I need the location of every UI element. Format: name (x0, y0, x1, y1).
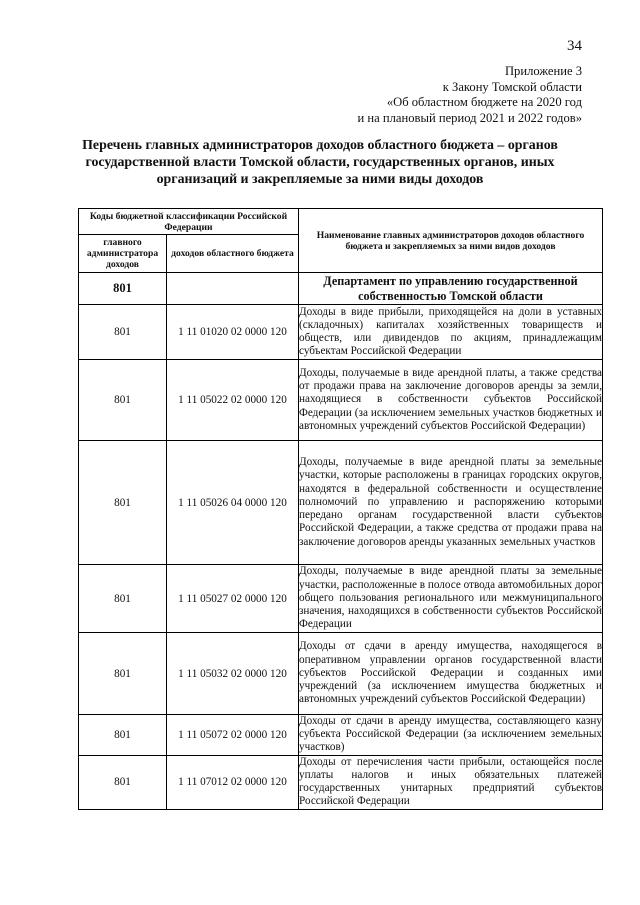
title-line: Перечень главных администраторов доходов областного бюджета – органов (82, 138, 558, 153)
revenue-description-cell: Доходы от сдачи в аренду имущества, находящегося в оперативном управлении органов государственной власти субъектов Российской Федерации и созданных ими учреждений (за исключением имущества бюджетных и автономных учреждений субъектов Российской Федерации) (299, 633, 603, 715)
page-number: 34 (567, 38, 582, 54)
empty-cell (167, 273, 299, 305)
header-budget-codes: Коды бюджетной классификации Российской Федерации (79, 209, 299, 235)
appendix-line: к Закону Томской области (442, 79, 582, 94)
appendix-line: Приложение 3 (504, 64, 582, 78)
header-regional-revenue: доходов областного бюджета (167, 235, 299, 273)
admin-code-cell: 801 (79, 441, 167, 565)
department-name: Департамент по управлению государственной собственностью Томской области (299, 273, 603, 305)
revenue-code-cell: 1 11 05026 04 0000 120 (167, 441, 299, 565)
revenue-description-cell: Доходы в виде прибыли, приходящейся на доли в уставных (складочных) капиталах хозяйственных товариществ и обществ, или дивидендов по акциям, принадлежащим субъектам Российской Федерации (299, 305, 603, 360)
table-row (79, 633, 603, 715)
title-line: государственной власти Томской области, государственных органов, иных (85, 155, 555, 170)
admin-code-cell: 801 (79, 633, 167, 715)
admin-code-cell: 801 (79, 565, 167, 633)
table-row (79, 755, 603, 809)
table-row (79, 441, 603, 565)
revenue-code-cell: 1 11 01020 02 0000 120 (167, 305, 299, 360)
header-main-administrator: главного администратора доходов (79, 235, 167, 273)
title-line: организаций и закрепляемые за ними виды доходов (156, 172, 484, 187)
revenue-code-cell: 1 11 05022 02 0000 120 (167, 360, 299, 441)
table-row (79, 565, 603, 633)
table-row (79, 360, 603, 441)
revenue-description-cell: Доходы, получаемые в виде арендной платы за земельные участки, расположенные в полосе отвода автомобильных дорог общего пользования регионального или межмуниципального значения, находящихся в собственности субъектов Российской Федерации (299, 565, 603, 633)
revenue-description-cell: Доходы от сдачи в аренду имущества, составляющего казну субъекта Российской Федерации (за исключением земельных участков) (299, 715, 602, 754)
table-row (79, 715, 603, 756)
admin-code-cell: 801 (79, 360, 167, 441)
admin-code-cell: 801 (79, 305, 167, 360)
revenue-administrators-table (78, 208, 603, 810)
revenue-description-cell: Доходы от перечисления части прибыли, остающейся после уплаты налогов и иных обязательных платежей государственных унитарных предприятий субъектов Российской Федерации (299, 755, 602, 808)
appendix-line: «Об областном бюджете на 2020 год (386, 95, 582, 109)
revenue-code-cell: 1 11 07012 02 0000 120 (167, 755, 299, 809)
table-row (79, 305, 603, 360)
revenue-code-cell: 1 11 05027 02 0000 120 (167, 565, 299, 633)
appendix-reference (358, 64, 582, 126)
admin-code-cell: 801 (79, 755, 167, 809)
department-row (79, 273, 603, 305)
admin-code-cell: 801 (79, 715, 167, 756)
revenue-code-cell: 1 11 05072 02 0000 120 (167, 715, 299, 756)
revenue-description-cell: Доходы, получаемые в виде арендной платы, а также средства от продажи права на заключение договоров аренды за земли, находящиеся в собственности субъектов Российской Федерации (за исключением земельных участков бюджетных и автономных учреждений субъектов Российской Федерации) (299, 360, 603, 441)
revenue-description-cell: Доходы, получаемые в виде арендной платы за земельные участки, которые расположены в границах городских округов, находятся в федеральной собственности и осуществление полномочий по управлению и распоряжению которыми передано органам государственной власти субъектов Российской Федерации, а также средства от продажи права на заключение договоров аренды указанных земельных участков (299, 441, 603, 565)
header-administrator-name: Наименование главных администраторов доходов областного бюджета и закрепляемых за ними видов доходов (299, 209, 603, 273)
appendix-line: и на плановый период 2021 и 2022 годов» (357, 110, 582, 125)
revenue-code-cell: 1 11 05032 02 0000 120 (167, 633, 299, 715)
document-title (70, 137, 570, 188)
department-code: 801 (79, 273, 167, 305)
